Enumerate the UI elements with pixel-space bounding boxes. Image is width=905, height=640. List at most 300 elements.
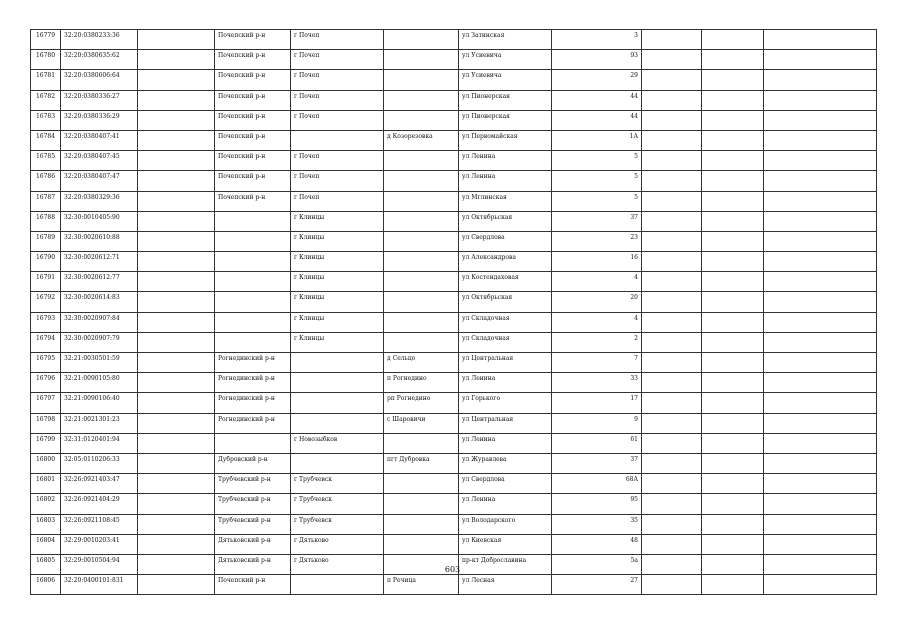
- row-number-cell: 16801: [31, 474, 61, 494]
- table-row: [31, 130, 877, 150]
- empty-cell: [764, 474, 877, 494]
- empty-cell: [138, 272, 215, 292]
- empty-cell: [642, 474, 702, 494]
- empty-cell: [642, 171, 702, 191]
- empty-cell: [138, 70, 215, 90]
- locality-cell: [384, 211, 459, 231]
- empty-cell: [138, 514, 215, 534]
- table-row: [31, 211, 877, 231]
- house-number-cell: 48: [552, 534, 642, 554]
- district-cell: Почепский р-н: [215, 575, 291, 595]
- empty-cell: [138, 171, 215, 191]
- district-cell: Почепский р-н: [215, 151, 291, 171]
- street-cell: пр-кт Доброславина: [459, 554, 552, 574]
- registry-table-body: [31, 30, 877, 595]
- table-row: [31, 494, 877, 514]
- city-cell: г Почеп: [291, 30, 384, 50]
- empty-cell: [642, 231, 702, 251]
- empty-cell: [138, 292, 215, 312]
- city-cell: г Клинцы: [291, 231, 384, 251]
- city-cell: г Почеп: [291, 90, 384, 110]
- street-cell: ул Журавлева: [459, 453, 552, 473]
- table-row: [31, 332, 877, 352]
- locality-cell: [384, 50, 459, 70]
- street-cell: ул Мглинская: [459, 191, 552, 211]
- row-number-cell: 16805: [31, 554, 61, 574]
- house-number-cell: 68А: [552, 474, 642, 494]
- row-number-cell: 16783: [31, 110, 61, 130]
- city-cell: г Почеп: [291, 70, 384, 90]
- row-number-cell: 16785: [31, 151, 61, 171]
- street-cell: ул Складочная: [459, 312, 552, 332]
- locality-cell: [384, 90, 459, 110]
- cadastral-number-cell: 32:20:0380407:41: [61, 130, 138, 150]
- city-cell: г Клинцы: [291, 252, 384, 272]
- district-cell: [215, 231, 291, 251]
- cadastral-number-cell: 32:30:0020614:83: [61, 292, 138, 312]
- cadastral-number-cell: 32:20:0380635:62: [61, 50, 138, 70]
- empty-cell: [642, 353, 702, 373]
- city-cell: г Почеп: [291, 171, 384, 191]
- table-row: [31, 70, 877, 90]
- street-cell: ул Затинская: [459, 30, 552, 50]
- district-cell: Почепский р-н: [215, 70, 291, 90]
- empty-cell: [764, 171, 877, 191]
- locality-cell: п Рогнедино: [384, 373, 459, 393]
- locality-cell: [384, 494, 459, 514]
- empty-cell: [642, 534, 702, 554]
- street-cell: ул Октябрьская: [459, 292, 552, 312]
- table-row: [31, 292, 877, 312]
- table-row: [31, 534, 877, 554]
- city-cell: г Трубчевск: [291, 494, 384, 514]
- empty-cell: [702, 30, 764, 50]
- cadastral-number-cell: 32:30:0020907:79: [61, 332, 138, 352]
- empty-cell: [642, 211, 702, 231]
- row-number-cell: 16792: [31, 292, 61, 312]
- district-cell: Трубчевский р-н: [215, 494, 291, 514]
- table-row: [31, 50, 877, 70]
- row-number-cell: 16796: [31, 373, 61, 393]
- city-cell: [291, 353, 384, 373]
- street-cell: ул Складочная: [459, 332, 552, 352]
- cadastral-number-cell: 32:20:0380336:27: [61, 90, 138, 110]
- empty-cell: [642, 575, 702, 595]
- cadastral-number-cell: 32:26:0921108:45: [61, 514, 138, 534]
- row-number-cell: 16787: [31, 191, 61, 211]
- cadastral-number-cell: 32:21:0090105:80: [61, 373, 138, 393]
- registry-table: [30, 29, 877, 595]
- cadastral-number-cell: 32:20:0380336:29: [61, 110, 138, 130]
- empty-cell: [138, 252, 215, 272]
- cadastral-number-cell: 32:05:0110206:33: [61, 453, 138, 473]
- empty-cell: [642, 90, 702, 110]
- empty-cell: [138, 50, 215, 70]
- house-number-cell: 37: [552, 211, 642, 231]
- cadastral-number-cell: 32:21:0021301:23: [61, 413, 138, 433]
- empty-cell: [642, 453, 702, 473]
- empty-cell: [138, 494, 215, 514]
- city-cell: [291, 575, 384, 595]
- empty-cell: [702, 211, 764, 231]
- empty-cell: [642, 413, 702, 433]
- district-cell: [215, 433, 291, 453]
- city-cell: [291, 453, 384, 473]
- empty-cell: [702, 292, 764, 312]
- empty-cell: [702, 171, 764, 191]
- cadastral-number-cell: 32:30:0020612:71: [61, 252, 138, 272]
- empty-cell: [138, 90, 215, 110]
- table-row: [31, 433, 877, 453]
- empty-cell: [138, 575, 215, 595]
- empty-cell: [702, 110, 764, 130]
- street-cell: ул Центральная: [459, 413, 552, 433]
- empty-cell: [702, 393, 764, 413]
- table-row: [31, 514, 877, 534]
- empty-cell: [138, 373, 215, 393]
- empty-cell: [764, 90, 877, 110]
- house-number-cell: 37: [552, 453, 642, 473]
- empty-cell: [138, 211, 215, 231]
- empty-cell: [702, 514, 764, 534]
- empty-cell: [642, 312, 702, 332]
- city-cell: г Клинцы: [291, 292, 384, 312]
- empty-cell: [702, 373, 764, 393]
- table-row: [31, 171, 877, 191]
- empty-cell: [138, 433, 215, 453]
- empty-cell: [764, 151, 877, 171]
- city-cell: г Клинцы: [291, 272, 384, 292]
- district-cell: Дятьковский р-н: [215, 534, 291, 554]
- table-row: [31, 575, 877, 595]
- city-cell: г Почеп: [291, 110, 384, 130]
- district-cell: [215, 292, 291, 312]
- row-number-cell: 16798: [31, 413, 61, 433]
- table-row: [31, 393, 877, 413]
- locality-cell: [384, 70, 459, 90]
- district-cell: [215, 252, 291, 272]
- empty-cell: [702, 332, 764, 352]
- district-cell: Почепский р-н: [215, 30, 291, 50]
- empty-cell: [764, 433, 877, 453]
- city-cell: [291, 373, 384, 393]
- row-number-cell: 16782: [31, 90, 61, 110]
- empty-cell: [764, 231, 877, 251]
- table-row: [31, 312, 877, 332]
- empty-cell: [764, 413, 877, 433]
- locality-cell: [384, 231, 459, 251]
- cadastral-number-cell: 32:20:0380407:45: [61, 151, 138, 171]
- house-number-cell: 20: [552, 292, 642, 312]
- empty-cell: [138, 332, 215, 352]
- district-cell: [215, 312, 291, 332]
- street-cell: ул Киевская: [459, 534, 552, 554]
- empty-cell: [764, 70, 877, 90]
- cadastral-number-cell: 32:30:0010405:90: [61, 211, 138, 231]
- empty-cell: [642, 272, 702, 292]
- row-number-cell: 16802: [31, 494, 61, 514]
- house-number-cell: 9: [552, 413, 642, 433]
- locality-cell: пгт Дубровка: [384, 453, 459, 473]
- district-cell: Почепский р-н: [215, 110, 291, 130]
- house-number-cell: 29: [552, 70, 642, 90]
- cadastral-number-cell: 32:26:0921404:29: [61, 494, 138, 514]
- district-cell: Трубчевский р-н: [215, 514, 291, 534]
- table-row: [31, 90, 877, 110]
- empty-cell: [702, 90, 764, 110]
- house-number-cell: 5: [552, 151, 642, 171]
- empty-cell: [764, 514, 877, 534]
- table-row: [31, 151, 877, 171]
- row-number-cell: 16806: [31, 575, 61, 595]
- empty-cell: [138, 151, 215, 171]
- house-number-cell: 5: [552, 191, 642, 211]
- empty-cell: [702, 534, 764, 554]
- district-cell: [215, 211, 291, 231]
- house-number-cell: 44: [552, 90, 642, 110]
- empty-cell: [702, 575, 764, 595]
- street-cell: ул Свердлова: [459, 474, 552, 494]
- empty-cell: [764, 575, 877, 595]
- cadastral-number-cell: 32:26:0921403:47: [61, 474, 138, 494]
- locality-cell: [384, 474, 459, 494]
- empty-cell: [702, 474, 764, 494]
- empty-cell: [764, 50, 877, 70]
- house-number-cell: 7: [552, 353, 642, 373]
- cadastral-number-cell: 32:20:0380329:36: [61, 191, 138, 211]
- empty-cell: [702, 272, 764, 292]
- district-cell: [215, 332, 291, 352]
- house-number-cell: 23: [552, 231, 642, 251]
- row-number-cell: 16790: [31, 252, 61, 272]
- house-number-cell: 27: [552, 575, 642, 595]
- empty-cell: [138, 110, 215, 130]
- empty-cell: [138, 30, 215, 50]
- city-cell: г Клинцы: [291, 211, 384, 231]
- empty-cell: [764, 494, 877, 514]
- empty-cell: [642, 373, 702, 393]
- locality-cell: с Шаровичи: [384, 413, 459, 433]
- row-number-cell: 16779: [31, 30, 61, 50]
- row-number-cell: 16786: [31, 171, 61, 191]
- empty-cell: [642, 130, 702, 150]
- district-cell: Дятьковский р-н: [215, 554, 291, 574]
- house-number-cell: 1А: [552, 130, 642, 150]
- row-number-cell: 16803: [31, 514, 61, 534]
- empty-cell: [642, 514, 702, 534]
- district-cell: Почепский р-н: [215, 130, 291, 150]
- district-cell: Почепский р-н: [215, 171, 291, 191]
- row-number-cell: 16789: [31, 231, 61, 251]
- house-number-cell: 33: [552, 373, 642, 393]
- street-cell: ул Ленина: [459, 433, 552, 453]
- locality-cell: п Речица: [384, 575, 459, 595]
- empty-cell: [764, 211, 877, 231]
- street-cell: ул Усиевича: [459, 70, 552, 90]
- row-number-cell: 16791: [31, 272, 61, 292]
- row-number-cell: 16780: [31, 50, 61, 70]
- house-number-cell: 44: [552, 110, 642, 130]
- district-cell: Рогнединский р-н: [215, 373, 291, 393]
- row-number-cell: 16781: [31, 70, 61, 90]
- empty-cell: [138, 312, 215, 332]
- table-row: [31, 413, 877, 433]
- empty-cell: [138, 393, 215, 413]
- empty-cell: [702, 50, 764, 70]
- table-row: [31, 231, 877, 251]
- house-number-cell: 5а: [552, 554, 642, 574]
- street-cell: ул Володарского: [459, 514, 552, 534]
- city-cell: г Новозыбков: [291, 433, 384, 453]
- row-number-cell: 16784: [31, 130, 61, 150]
- table-row: [31, 453, 877, 473]
- empty-cell: [702, 191, 764, 211]
- locality-cell: [384, 292, 459, 312]
- empty-cell: [642, 50, 702, 70]
- district-cell: Дубровский р-н: [215, 453, 291, 473]
- table-row: [31, 30, 877, 50]
- empty-cell: [138, 534, 215, 554]
- district-cell: Почепский р-н: [215, 191, 291, 211]
- street-cell: ул Ленина: [459, 494, 552, 514]
- empty-cell: [138, 130, 215, 150]
- house-number-cell: 4: [552, 272, 642, 292]
- empty-cell: [642, 110, 702, 130]
- row-number-cell: 16793: [31, 312, 61, 332]
- locality-cell: [384, 252, 459, 272]
- cadastral-number-cell: 32:30:0020907:84: [61, 312, 138, 332]
- house-number-cell: 93: [552, 50, 642, 70]
- city-cell: г Почеп: [291, 151, 384, 171]
- house-number-cell: 3: [552, 30, 642, 50]
- empty-cell: [138, 231, 215, 251]
- city-cell: г Дятьково: [291, 534, 384, 554]
- empty-cell: [702, 231, 764, 251]
- district-cell: Рогнединский р-н: [215, 353, 291, 373]
- empty-cell: [764, 191, 877, 211]
- cadastral-number-cell: 32:20:0380407:47: [61, 171, 138, 191]
- empty-cell: [702, 413, 764, 433]
- cadastral-number-cell: 32:21:0090106:40: [61, 393, 138, 413]
- empty-cell: [764, 130, 877, 150]
- city-cell: [291, 130, 384, 150]
- empty-cell: [642, 332, 702, 352]
- house-number-cell: 16: [552, 252, 642, 272]
- city-cell: г Клинцы: [291, 332, 384, 352]
- street-cell: ул Октябрьская: [459, 211, 552, 231]
- empty-cell: [642, 433, 702, 453]
- table-row: [31, 191, 877, 211]
- cadastral-number-cell: 32:29:0010203:41: [61, 534, 138, 554]
- street-cell: ул Пионерская: [459, 90, 552, 110]
- page-number: 603: [444, 565, 461, 574]
- empty-cell: [642, 252, 702, 272]
- district-cell: Трубчевский р-н: [215, 474, 291, 494]
- empty-cell: [642, 70, 702, 90]
- locality-cell: [384, 272, 459, 292]
- empty-cell: [702, 252, 764, 272]
- cadastral-number-cell: 32:31:0120401:94: [61, 433, 138, 453]
- city-cell: [291, 393, 384, 413]
- street-cell: ул Первомайская: [459, 130, 552, 150]
- locality-cell: [384, 433, 459, 453]
- empty-cell: [764, 332, 877, 352]
- street-cell: ул Свердлова: [459, 231, 552, 251]
- house-number-cell: 61: [552, 433, 642, 453]
- row-number-cell: 16788: [31, 211, 61, 231]
- cadastral-number-cell: 32:20:0400101:831: [61, 575, 138, 595]
- empty-cell: [764, 453, 877, 473]
- city-cell: г Почеп: [291, 191, 384, 211]
- empty-cell: [764, 534, 877, 554]
- empty-cell: [702, 130, 764, 150]
- street-cell: ул Пионерская: [459, 110, 552, 130]
- empty-cell: [642, 393, 702, 413]
- row-number-cell: 16804: [31, 534, 61, 554]
- street-cell: ул Ленина: [459, 151, 552, 171]
- row-number-cell: 16794: [31, 332, 61, 352]
- empty-cell: [764, 30, 877, 50]
- row-number-cell: 16795: [31, 353, 61, 373]
- empty-cell: [642, 30, 702, 50]
- house-number-cell: 4: [552, 312, 642, 332]
- district-cell: Рогнединский р-н: [215, 393, 291, 413]
- house-number-cell: 5: [552, 171, 642, 191]
- locality-cell: [384, 534, 459, 554]
- empty-cell: [138, 453, 215, 473]
- city-cell: г Дятьково: [291, 554, 384, 574]
- street-cell: ул Ленина: [459, 373, 552, 393]
- empty-cell: [642, 151, 702, 171]
- street-cell: ул Лесная: [459, 575, 552, 595]
- city-cell: г Почеп: [291, 50, 384, 70]
- city-cell: г Клинцы: [291, 312, 384, 332]
- empty-cell: [764, 312, 877, 332]
- empty-cell: [702, 433, 764, 453]
- locality-cell: [384, 312, 459, 332]
- street-cell: ул Горького: [459, 393, 552, 413]
- empty-cell: [702, 151, 764, 171]
- empty-cell: [702, 494, 764, 514]
- locality-cell: [384, 110, 459, 130]
- empty-cell: [642, 191, 702, 211]
- district-cell: [215, 272, 291, 292]
- empty-cell: [764, 393, 877, 413]
- locality-cell: [384, 171, 459, 191]
- house-number-cell: 95: [552, 494, 642, 514]
- street-cell: ул Усиевича: [459, 50, 552, 70]
- locality-cell: [384, 151, 459, 171]
- row-number-cell: 16800: [31, 453, 61, 473]
- locality-cell: [384, 30, 459, 50]
- empty-cell: [642, 494, 702, 514]
- empty-cell: [702, 453, 764, 473]
- cadastral-number-cell: 32:21:0030501:59: [61, 353, 138, 373]
- table-row: [31, 110, 877, 130]
- empty-cell: [702, 312, 764, 332]
- empty-cell: [702, 353, 764, 373]
- empty-cell: [642, 292, 702, 312]
- house-number-cell: 35: [552, 514, 642, 534]
- locality-cell: рп Рогнедино: [384, 393, 459, 413]
- row-number-cell: 16797: [31, 393, 61, 413]
- empty-cell: [764, 252, 877, 272]
- locality-cell: [384, 332, 459, 352]
- district-cell: Рогнединский р-н: [215, 413, 291, 433]
- street-cell: ул Центральная: [459, 353, 552, 373]
- cadastral-number-cell: 32:30:0020612:77: [61, 272, 138, 292]
- empty-cell: [138, 353, 215, 373]
